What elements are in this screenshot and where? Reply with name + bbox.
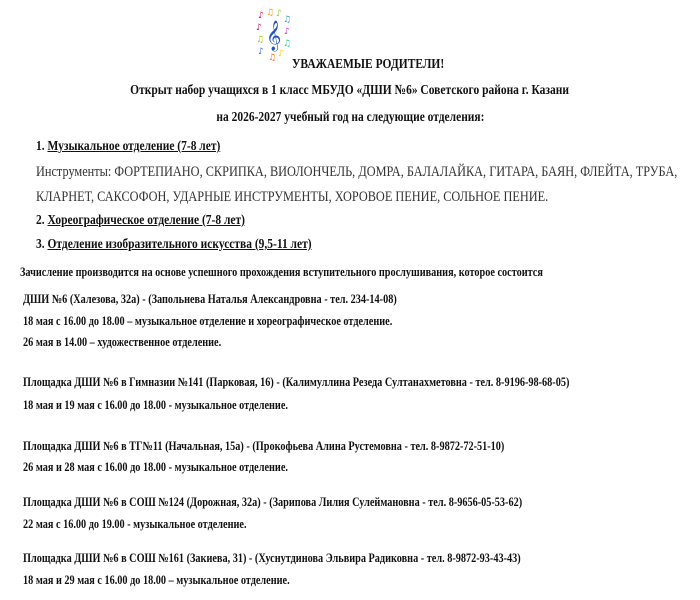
svg-text:♫: ♫ [266,8,275,18]
venue-place: Площадка ДШИ №6 в Гимназии №141 (Парковая, 16) - (Калимуллина Резеда Султанахметовна - тел. 8-9196-98-68-05) [23,375,570,389]
venue-place: ДШИ №6 (Халезова, 32а) - (Запольнева Наталья Александровна - тел. 234-14-08) [23,292,397,306]
venue-place: Площадка ДШИ №6 в СОШ №161 (Закиева, 31) - (Хуснутдинова Эльвира Радиковна - тел. 8-9872-93-43-43) [23,551,521,565]
music-notes-logo [256,8,292,62]
svg-text:♫: ♫ [268,53,277,62]
svg-text:♪: ♪ [258,11,264,21]
instruments-line-1: Инструменты: ФОРТЕПИАНО, СКРИПКА, ВИОЛОНЧЕЛЬ, ДОМРА, БАЛАЛАЙКА, ГИТАРА, БАЯН, ФЛЕЙТА, ТРУБА, [36,164,678,180]
enrollment-note: Зачисление производится на основе успешного прохождения вступительного прослушивания, которое состоится [20,265,543,279]
greeting-heading: УВАЖАЕМЫЕ РОДИТЕЛИ! [292,57,445,72]
venue-schedule: 18 мая с 16.00 до 18.00 – музыкальное отделение и хореографическое отделение. [23,314,393,328]
instruments-line-2: КЛАРНЕТ, САКСОФОН, УДАРНЫЕ ИНСТРУМЕНТЫ, ХОРОВОЕ ПЕНИЕ, СОЛЬНОЕ ПЕНИЕ. [36,189,549,205]
academic-year-line: на 2026-2027 учебный год на следующие отделения: [215,110,485,125]
svg-text:♫: ♫ [256,35,265,45]
svg-text:♫: ♫ [283,15,292,25]
department-1: 1. Музыкальное отделение (7-8 лет) [36,139,221,154]
svg-text:𝄞: 𝄞 [266,21,282,51]
department-3: 3. Отделение изобразительного искусства (9,5-11 лет) [36,237,312,252]
venue-place: Площадка ДШИ №6 в ТГ№11 (Начальная, 15а) - (Прокофьева Алина Рустемовна - тел. 8-9872-72-51-10) [23,439,505,453]
venue-place: Площадка ДШИ №6 в СОШ №124 (Дорожная, 32а) - (Зарипова Лилия Сулеймановна - тел. 8-9656-05-53-62) [23,495,523,509]
venue-schedule: 18 мая и 29 мая с 16.00 до 18.00 – музыкальное отделение. [23,573,290,587]
svg-text:♪: ♪ [256,23,262,33]
svg-text:♫: ♫ [283,39,292,49]
svg-text:♪: ♪ [258,47,264,57]
venue-schedule: 26 мая и 28 мая с 16.00 до 18.00 - музыкальное отделение. [23,460,288,474]
svg-text:♪: ♪ [276,9,282,19]
venue-schedule: 26 мая в 14.00 – художественное отделение. [23,335,222,349]
venue-schedule: 18 мая и 19 мая с 16.00 до 18.00 - музыкальное отделение. [23,398,288,412]
venue-schedule: 22 мая с 16.00 до 19.00 - музыкальное отделение. [23,517,247,531]
announcement-line: Открыт набор учащихся в 1 класс МБУДО «ДШИ №6» Советского района г. Казани [130,83,570,98]
svg-text:♪: ♪ [284,27,290,37]
svg-text:♪: ♪ [278,49,284,59]
department-2: 2. Хореографическое отделение (7-8 лет) [36,213,245,228]
